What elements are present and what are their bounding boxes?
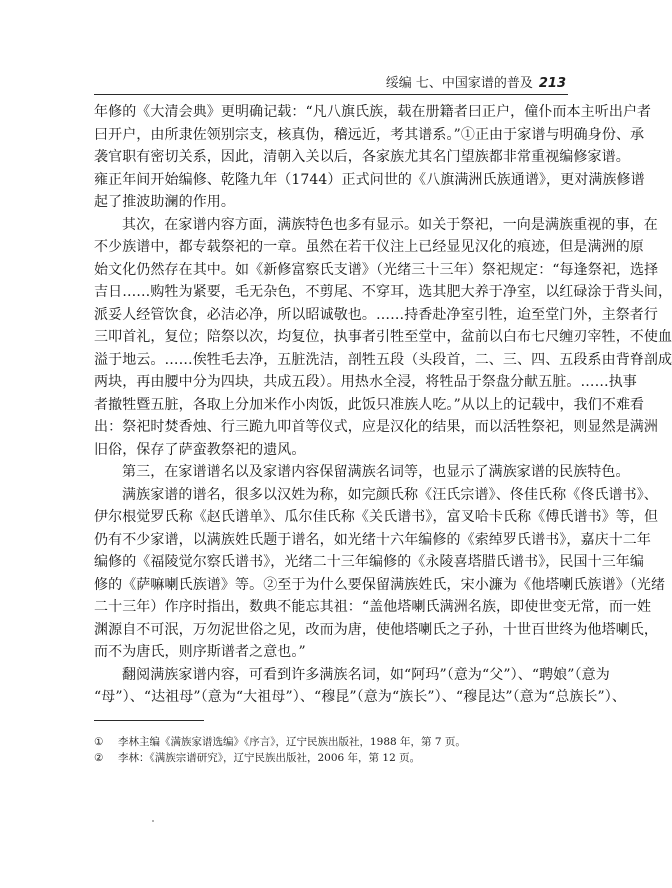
scan-speck — [152, 820, 154, 822]
text-line: 而不为唐氏，则序斯谱者之意也。” — [94, 644, 306, 660]
footnote-1 — [94, 734, 569, 750]
text-line: 年修的《大清会典》更明确记载：“凡八旗氏族，载在册籍者曰正户，僮仆而本主听出户者 — [94, 104, 652, 120]
page-number: 213 — [538, 76, 566, 91]
footnote-mark: ① — [94, 736, 104, 748]
paragraph-start-line: 翻阅满族家谱内容，可看到许多满族名词，如“阿玛”（意为“父”）、“聘娘”（意为 — [122, 666, 610, 683]
body-text — [94, 101, 672, 709]
paragraph-start-line: 第三，在家谱谱名以及家谱内容保留满族名词等，也显示了满族家谱的民族特色。 — [122, 464, 630, 480]
paragraph-start-line: 满族家谱的谱名，很多以汉姓为称，如完颜氏称《汪氏宗谱》、佟佳氏称《佟氏谱书》、 — [122, 486, 658, 503]
text-line: 渊源自不可泯，万勿泥世俗之见，改而为唐，使他塔喇氏之子孙，十世百世终为他塔喇氏， — [94, 621, 658, 638]
text-line: “母”）、“达祖母”（意为“大祖母”）、“穆昆”（意为“族长”）、“穆昆达”（意为“总族长”）、 — [94, 689, 626, 705]
text-line: 起了推波助澜的作用。 — [94, 194, 235, 210]
text-line: 伊尔根觉罗氏称《赵氏谱单》、瓜尔佳氏称《关氏谱书》，富叉哈卡氏称《傅氏谱书》等，但 — [94, 509, 659, 525]
footnote-mark: ② — [94, 752, 104, 764]
text-line: 溢于地云。……俟牲毛去净，五脏洗洁，剖牲五段（头段首，二、三、四、五段系由背脊剖成 — [94, 351, 672, 368]
text-line: 出：祭祀时焚香烛、行三跪九叩首等仪式，应是汉化的结果，而以活牲祭祀，则显然是满洲 — [94, 419, 658, 435]
text-line: 袭官职有密切关系，因此，清朝入关以后，各家族尤其名门望族都非常重视编修家谱。 — [94, 149, 630, 165]
footnotes — [94, 734, 569, 766]
text-line: 二十三年）作序时指出，数典不能忘其祖：“盖他塔喇氏满洲名族，即使世变无常，而一姓 — [94, 599, 652, 615]
text-line: 派妥人经管饮食，必洁必净，所以昭诚敬也。……持香赴净室引牲，迨至堂门外，主祭者行 — [94, 306, 658, 323]
header-rule — [94, 94, 568, 95]
footnote-rule — [94, 720, 204, 721]
text-line: 仍有不少家谱，以满族姓氏题于谱名，如光绪十六年编修的《索绰罗氏谱书》，嘉庆十二年 — [94, 531, 651, 548]
text-line: 始文化仍然存在其中。如《新修富察氏支谱》（光绪三十三年）祭祀规定：“每逢祭祀，选择 — [94, 261, 659, 278]
header-title: 绥编 七、中国家谱的普及 — [385, 76, 533, 91]
text-line: 不少族谱中，都专载祭祀的一章。虽然在若干仪注上已经显见汉化的痕迹，但是满洲的原 — [94, 239, 644, 255]
text-line: 三叩首礼，复位；陪祭以次，均复位，执事者引牲至堂中，盆前以白布七尺缠刃宰牲，不使血 — [94, 329, 672, 345]
footnote-text: 李林主编《满族家谱选编》《序言》，辽宁民族出版社，1988 年，第 7 页。 — [118, 736, 466, 748]
text-line: 编修的《福陵觉尔察氏谱书》，光绪二十三年编修的《永陵喜塔腊氏谱书》，民国十三年编 — [94, 554, 644, 570]
text-line: 雍正年间开始编修、乾隆九年（1744）正式问世的《八旗满洲氏族通谱》，更对满族修谱 — [94, 171, 645, 188]
text-line: 吉日……购牲为紧要，毛无杂色，不剪尾、不穿耳，选其肥大养于净室，以红碌涂于背头间， — [94, 284, 672, 300]
running-header — [386, 72, 566, 91]
footnote-2 — [94, 750, 569, 766]
text-line: 修的《萨嘛喇氏族谱》等。②至于为什么要保留满族姓氏，宋小濂为《他塔喇氏族谱》（光绪 — [94, 576, 666, 593]
text-line: 两块，再由腰中分为四块，共成五段）。用热水全浸，将牲品于祭盘分献五脏。……执事 — [94, 374, 637, 390]
paragraph-start-line: 其次，在家谱内容方面，满族特色也多有显示。如关于祭祀，一向是满族重视的事，在 — [122, 216, 658, 233]
text-line: 者撤牲暨五脏，各取上分加米作小肉饭，此饭只准族人吃。”从以上的记载中，我们不难看 — [94, 396, 645, 413]
footnote-text: 李林：《满族宗谱研究》，辽宁民族出版社，2006 年，第 12 页。 — [118, 752, 421, 764]
text-line: 旧俗，保存了萨蛮教祭祀的遗风。 — [94, 441, 306, 458]
text-line: 曰开户，由所隶佐领别宗支，核真伪，稽远近，考其谱系。”①正由于家谱与明确身份、承 — [94, 126, 645, 143]
